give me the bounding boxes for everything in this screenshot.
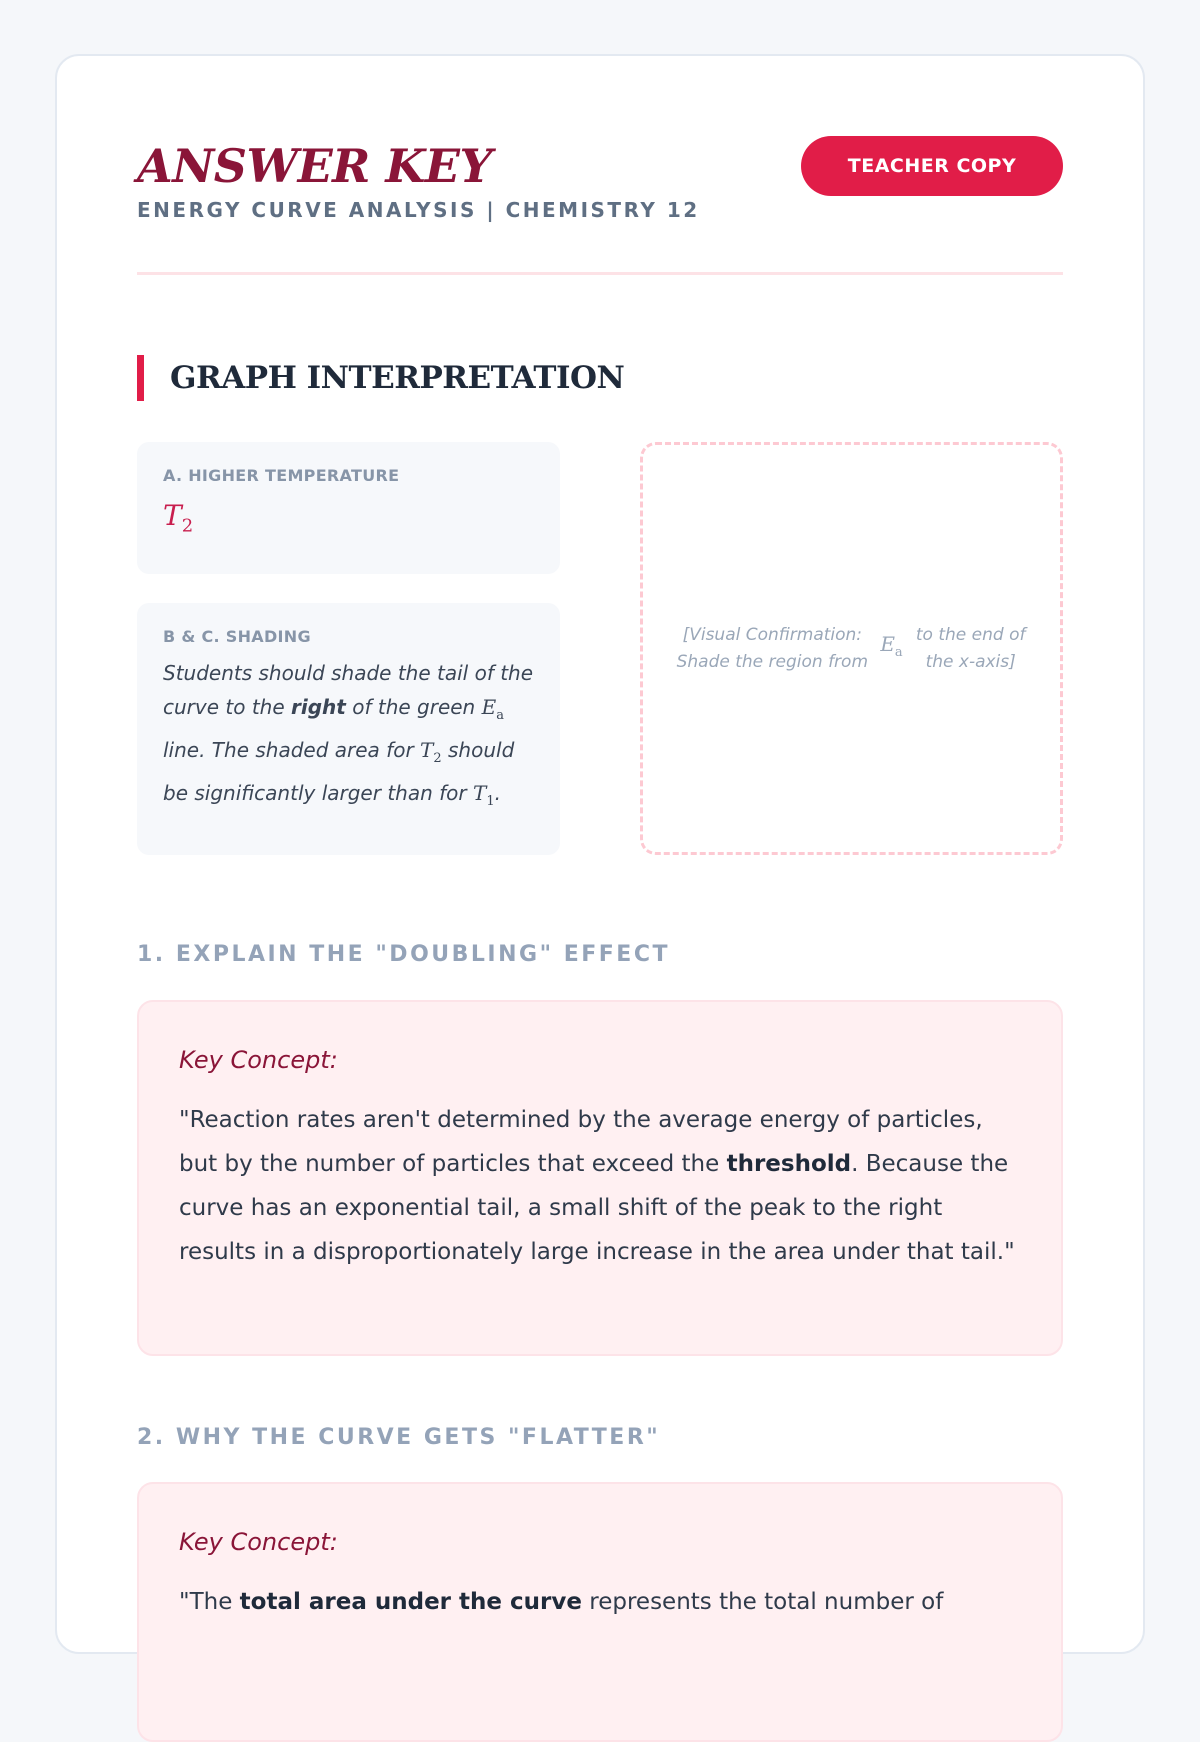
part-bc-text-bold: right xyxy=(291,695,346,719)
part-bc-text-2: of the green xyxy=(345,695,482,719)
part-bc-text-3: line. The shaded area for xyxy=(163,738,421,762)
t2-math xyxy=(420,738,442,766)
answer-box-part-bc xyxy=(137,603,560,855)
visual-note-subscript: a xyxy=(894,645,903,660)
part-bc-text-1: Students should shade the tail of the curve to the xyxy=(163,661,534,719)
key-concept-label-2: Key Concept: xyxy=(179,1528,338,1556)
key-concept-box-2 xyxy=(137,1482,1063,1742)
visual-note-right: to the end of the x-axis] xyxy=(915,624,1026,672)
t1-symbol: T xyxy=(472,781,487,805)
t2-symbol: T xyxy=(420,738,434,762)
t2-subscript: 2 xyxy=(433,751,442,766)
part-bc-answer xyxy=(163,656,534,819)
page-subtitle: ENERGY CURVE ANALYSIS | CHEMISTRY 12 xyxy=(137,198,700,222)
page-title: ANSWER KEY xyxy=(137,139,492,193)
t1-subscript: 1 xyxy=(486,794,495,809)
part-a-label: A. HIGHER TEMPERATURE xyxy=(163,466,400,485)
ea-subscript: a xyxy=(496,708,504,723)
t1-math xyxy=(472,781,495,809)
key-concept-text-2 xyxy=(179,1580,1021,1624)
concept-2-text-2: represents the total number of xyxy=(581,1589,944,1615)
answer-key-card xyxy=(55,54,1145,1654)
part-a-subscript: 2 xyxy=(181,515,194,537)
key-concept-label-1: Key Concept: xyxy=(179,1046,338,1074)
question-1-heading: 1. EXPLAIN THE "DOUBLING" EFFECT xyxy=(137,942,670,967)
concept-2-text-1: "The xyxy=(179,1589,240,1615)
visual-note-ea xyxy=(880,631,902,666)
teacher-copy-badge: TEACHER COPY xyxy=(801,136,1063,196)
visual-confirmation-placeholder xyxy=(640,442,1063,855)
header-divider xyxy=(137,272,1063,275)
key-concept-text-1 xyxy=(179,1098,1021,1274)
answer-box-part-a xyxy=(137,442,560,574)
part-bc-label: B & C. SHADING xyxy=(163,627,311,646)
ea-math xyxy=(481,695,504,723)
key-concept-box-1 xyxy=(137,1000,1063,1356)
visual-note-symbol: E xyxy=(880,632,895,656)
concept-1-text-bold: threshold xyxy=(726,1151,852,1177)
concept-2-text-bold: total area under the curve xyxy=(239,1589,582,1615)
section-heading-graph-interpretation: GRAPH INTERPRETATION xyxy=(137,355,624,401)
part-a-answer xyxy=(163,499,534,537)
visual-confirmation-note xyxy=(672,622,1030,676)
part-bc-text-4: should be significantly larger than for xyxy=(163,738,515,805)
concept-1-text-2: . Because the curve has an exponential tail, a small shift of the peak to the right results in a disproportionately large increase in the area under that tail." xyxy=(179,1151,1015,1265)
concept-1-text-1: "Reaction rates aren't determined by the average energy of particles, but by the number of particles that exceed the xyxy=(179,1107,983,1177)
part-a-symbol: T xyxy=(163,499,182,532)
ea-symbol: E xyxy=(481,695,497,719)
visual-note-left: [Visual Confirmation: Shade the region from xyxy=(676,624,869,672)
part-bc-text-5: . xyxy=(494,781,501,805)
question-2-heading: 2. WHY THE CURVE GETS "FLATTER" xyxy=(137,1425,661,1450)
